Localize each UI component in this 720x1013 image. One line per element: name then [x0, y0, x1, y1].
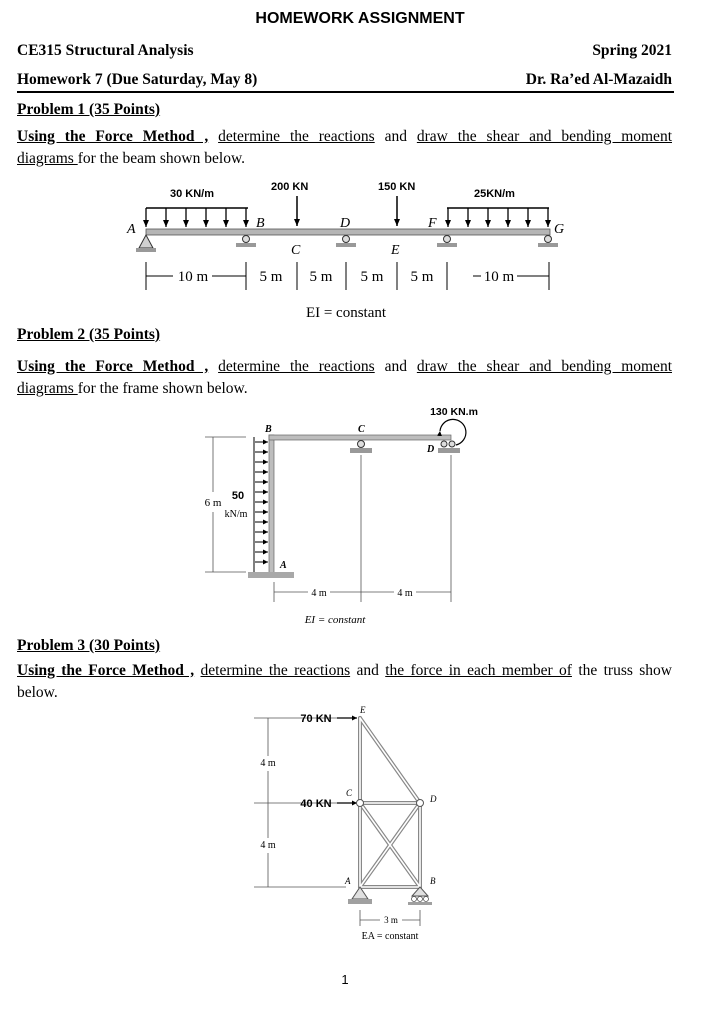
truss-width-label: 3 m — [384, 915, 398, 925]
beam-dim-ab: 10 m — [177, 269, 209, 285]
diagram-phrase: draw the shear and bending moment — [416, 358, 672, 375]
truss-height-2: 4 m — [260, 840, 276, 851]
problem3-text-line1 — [17, 660, 672, 682]
beam-point-f: F — [428, 216, 437, 231]
truss-point-e: E — [360, 705, 366, 715]
beam-dim-cd: 5 m — [309, 269, 333, 285]
instructor-name: Dr. Ra’ed Al-Mazaidh — [525, 71, 672, 88]
truss-joint-c — [357, 800, 364, 807]
truss-diagram — [254, 705, 437, 942]
frame-point-b: B — [265, 424, 272, 435]
frame-load-unit: kN/m — [224, 509, 248, 520]
frame-load-value: 50 — [231, 490, 245, 502]
problem2-text-line2 — [17, 378, 672, 400]
diagrams-word: diagrams — [17, 380, 78, 397]
and-word: and — [350, 662, 386, 679]
applied-moment-label: 130 KN.m — [430, 406, 478, 418]
reactions-phrase: determine the reactions — [218, 128, 375, 145]
truss-roller-support-b — [408, 887, 432, 905]
and-word: and — [374, 128, 417, 145]
beam-dim-fg: 10 m — [483, 269, 515, 285]
truss-joint-d — [417, 800, 424, 807]
member-force-phrase: the force in each member of — [385, 662, 572, 679]
page-number: 1 — [341, 972, 349, 987]
truss-height-1: 4 m — [260, 758, 276, 769]
distributed-load-right-label: 25KN/m — [474, 188, 515, 200]
diagram-phrase: draw the shear and bending moment — [416, 128, 672, 145]
reactions-phrase: determine the reactions — [218, 358, 375, 375]
point-load-200-label: 200 KN — [271, 181, 309, 193]
point-load-150-label: 150 KN — [378, 181, 416, 193]
truss-load-70-label: 70 KN — [300, 713, 332, 725]
truss-point-c: C — [346, 788, 353, 798]
beam-dim-ef: 5 m — [410, 269, 434, 285]
beam-point-c: C — [291, 243, 301, 258]
beam-ei-note: EI = constant — [305, 305, 387, 321]
beam-point-a: A — [127, 222, 136, 237]
beam-point-b: B — [256, 216, 265, 231]
roller-support-d-frame — [438, 441, 460, 453]
problem2-text-rest: for the frame shown below. — [77, 380, 248, 397]
course-name: CE315 Structural Analysis — [17, 42, 194, 59]
truss-ea-note: EA = constant — [361, 931, 419, 942]
frame-column — [269, 435, 274, 573]
force-method-phrase: Using the Force Method , — [17, 358, 209, 375]
frame-point-a: A — [280, 560, 287, 571]
roller-support-b — [236, 236, 256, 248]
problem2-text-line1 — [17, 356, 672, 378]
truss-members-inner — [360, 718, 420, 887]
roller-support-f — [437, 236, 457, 248]
roller-support-c — [350, 441, 372, 454]
problem1-text-rest: for the beam shown below. — [77, 150, 246, 167]
beam-dim-bc: 5 m — [259, 269, 283, 285]
beam-diagram — [126, 181, 564, 321]
beam-dim-de: 5 m — [360, 269, 384, 285]
frame-point-d: D — [427, 444, 435, 455]
distributed-load-left-label: 30 KN/m — [170, 188, 215, 200]
truss-pin-support-a — [348, 887, 372, 904]
fixed-support-a — [248, 572, 294, 578]
problem1-heading: Problem 1 (35 Points) — [17, 101, 161, 118]
beam-point-e: E — [391, 243, 400, 258]
semester: Spring 2021 — [592, 42, 672, 59]
problem2-heading: Problem 2 (35 Points) — [17, 326, 161, 343]
force-method-phrase: Using the Force Method , — [17, 662, 195, 679]
force-method-phrase: Using the Force Method , — [17, 128, 209, 145]
frame-dim-2: 4 m — [397, 588, 413, 599]
truss-point-a: A — [345, 876, 351, 886]
frame-distributed-load-arrows — [254, 437, 268, 572]
frame-point-c: C — [358, 424, 365, 435]
beam-point-d: D — [340, 216, 351, 231]
truss-point-b: B — [430, 876, 436, 886]
frame-height-label: 6 m — [204, 497, 222, 509]
and-word: and — [374, 358, 417, 375]
homework-title: Homework 7 (Due Saturday, May 8) — [17, 71, 258, 88]
reactions-phrase: determine the reactions — [200, 662, 351, 679]
frame-beam — [269, 435, 451, 440]
frame-ei-note: EI = constant — [304, 614, 366, 626]
roller-support-d — [336, 236, 356, 248]
distributed-load-left-arrows — [146, 208, 248, 227]
frame-diagram — [205, 406, 478, 626]
diagrams-word: diagrams — [17, 150, 78, 167]
truss-point-d: D — [430, 794, 437, 804]
truss-load-40-label: 40 KN — [300, 798, 332, 810]
beam-point-g: G — [554, 222, 565, 237]
distributed-load-right-arrows — [447, 208, 549, 227]
problem3-heading: Problem 3 (30 Points) — [17, 637, 161, 654]
pin-support-a — [136, 235, 156, 252]
document-title: HOMEWORK ASSIGNMENT — [255, 10, 465, 27]
roller-support-g — [538, 236, 558, 248]
problem3-text-line2: below. — [17, 684, 58, 701]
frame-dim-1: 4 m — [311, 588, 327, 599]
problem3-text-rest: the truss show — [571, 662, 672, 679]
